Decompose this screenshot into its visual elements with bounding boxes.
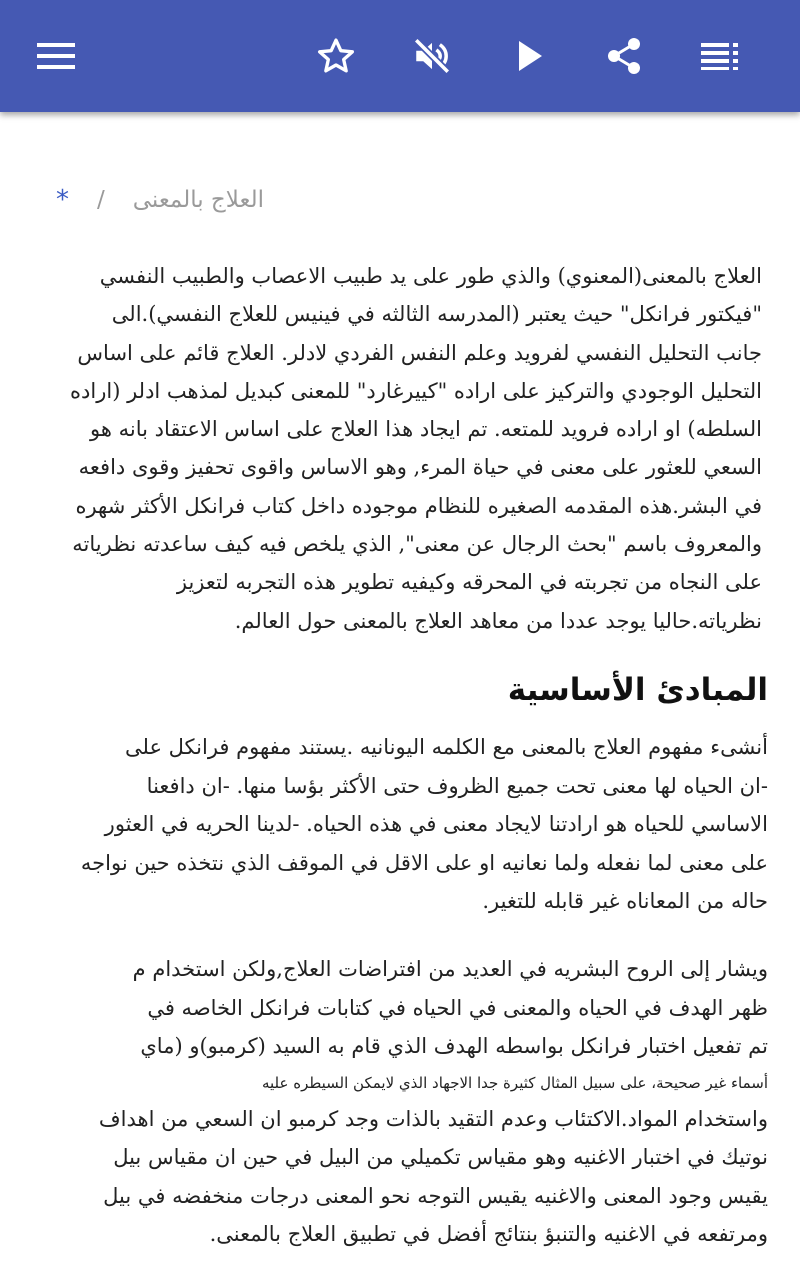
breadcrumb-current: العلاج بالمعنى [132,187,264,213]
text-line: -ان الحياه لها معنى تحت جميع الظروف حتى الأكثر بؤسا منها. -ان دافعنا [146,773,768,798]
section-heading: المبادئ الأساسية [507,672,768,708]
text-line: "فيكتور فرانكل" حيث يعتبر (المدرسه الثالثه في فينيس للعلاج النفسي).الى [111,302,762,327]
text-line: ومرتفعه في الاغنيه والتنبؤ بنتائج أفضل في تطبيق العلاج بالمعنى. [209,1222,768,1246]
text-line: نظرياته.حاليا يوجد عددا من معاهد العلاج بالمعنى حول العالم. [234,608,762,633]
text-line: الاساسي للحياه هو ارادتنا لايجاد معنى في هذه الحياه. -لدينا الحريه في العثور [104,812,768,836]
text-line: حاله من المعاناه غير قابله للتغير. [482,889,768,913]
text-line: على النجاه من تجربته في المحرقه وكيفيه تطوير هذه التجربه لتعزيز [176,570,762,595]
text-line: السلطه) او اراده فرويد للمتعه. تم ايجاد هذا العلاج على اساس الاعتقاد بانه هو [90,417,762,442]
text-line: نوتيك في اختبار الاغنيه وهو مقياس تكميلي من البيل في حين ان مقياس بيل [113,1145,768,1169]
text-line: العلاج بالمعنى(المعنوي) والذي طور على يد طبيب الاعصاب والطبيب النفسي [99,264,762,288]
star-outline-icon [316,36,356,76]
intro-paragraph [22,257,762,640]
share-button[interactable] [596,28,652,84]
volume-off-icon [411,35,453,77]
text-line: جانب التحليل النفسي لفرويد وعلم النفس الفردي لادلر. العلاج قائم على اساس [77,340,762,365]
text-line: أسماء غير صحيحة، على سبيل المثال كثيرة جدا الاجهاد الذي لايمكن السيطره عليه [261,1073,768,1092]
breadcrumb [56,180,264,220]
text-line: ظهر الهدف في الحياه والمعنى في الحياه في كتابات فرانكل الخاصه في [147,995,768,1020]
text-line: على معنى لما نفعله ولما نعانيه او على الاقل في الموقف الذي نتخذه حين نواجه [80,850,768,875]
text-line: يقيس وجود المعنى والاغنيه يقيس التوجه نحو المعنى درجات منخفضه في بيل [103,1183,768,1208]
text-line: السعي للعثور على معنى في حياة المرء, وهو الاساس واقوى تحفيز وقوى دافعه [78,455,762,480]
research-paragraph [0,950,768,1254]
share-icon [604,36,644,76]
text-line: والمعروف باسم "بحث الرجال عن معنى", الذي يلخص فيه كيف ساعدته نظرياته [72,532,762,557]
breadcrumb-separator: / [96,187,105,213]
mute-button[interactable] [404,28,460,84]
text-line: ويشار إلى الروح البشريه في العديد من افتراضات العلاج,ولكن استخدام م [132,957,768,981]
breadcrumb-home-link[interactable]: * [55,185,69,215]
text-line: واستخدام المواد.الاكتئاب وعدم التقيد بالذات وجد كرمبو ان السعي من اهداف [98,1106,768,1131]
menu-button[interactable] [28,28,84,84]
play-button[interactable] [502,28,558,84]
play-icon [515,39,545,73]
menu-icon [37,42,75,70]
principles-paragraph [0,728,768,921]
text-line: أنشىء مفهوم العلاج بالمعنى مع الكلمه اليونانيه .يستند مفهوم فرانكل على [124,735,768,759]
table-of-contents-icon [701,42,739,70]
text-line: تم تفعيل اختبار فرانكل بواسطه الهدف الذي قام به السيد (كرمبو)و (ماي [140,1034,768,1058]
contents-button[interactable] [692,28,748,84]
text-line: التحليل الوجودي والتركيز على اراده "كييرغارد" للمعنى كبديل لمذهب ادلر (اراده [70,378,762,403]
favorite-button[interactable] [308,28,364,84]
app-toolbar [0,0,800,112]
text-line: في البشر.هذه المقدمه الصغيره للنظام موجوده داخل كتاب فرانكل الأكثر شهره [75,493,762,518]
